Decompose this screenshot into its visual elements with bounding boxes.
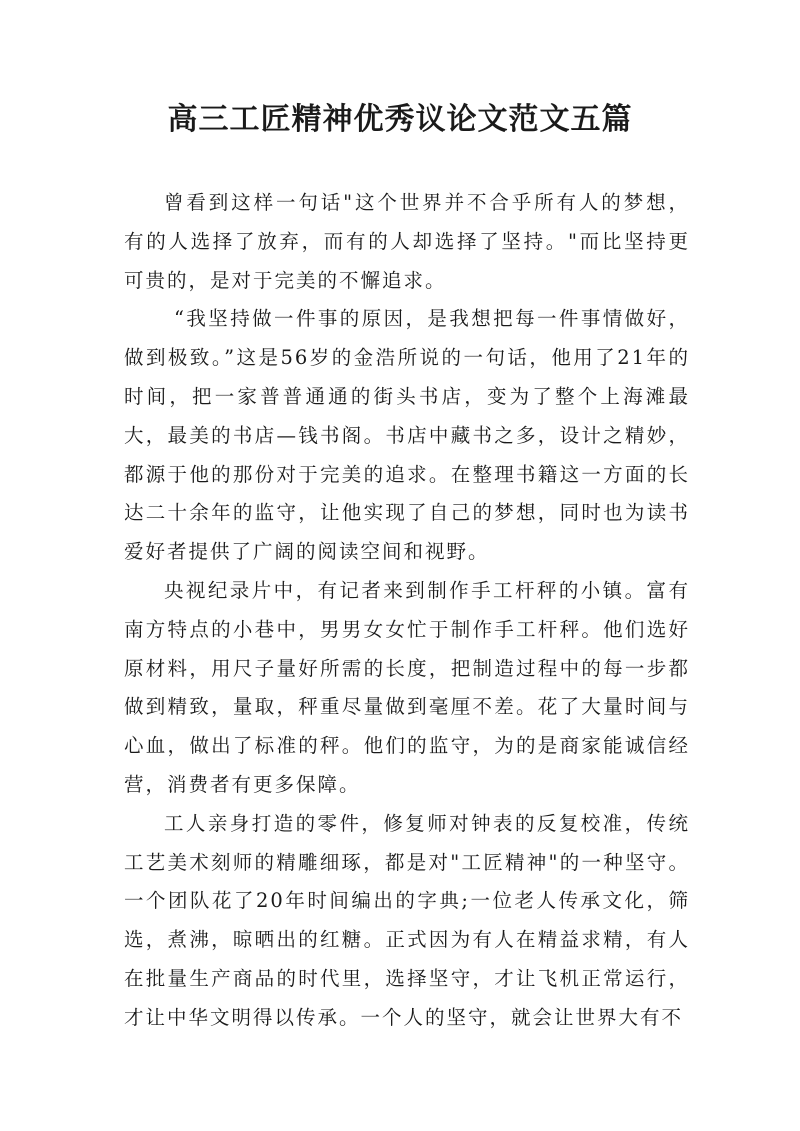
document-title: 高三工匠精神优秀议论文范文五篇: [167, 102, 633, 137]
paragraph-1: 曾看到这样一句话"这个世界并不合乎所有人的梦想，有的人选择了放弃，而有的人却选择了坚持。"而比坚持更可贵的，是对于完美的不懈追求。: [124, 191, 690, 292]
paragraph-4: 工人亲身打造的零件，修复师对钟表的反复校准，传统工艺美术刻师的精雕细琢，都是对"工匠精神"的一种坚守。一个团队花了20年时间编出的字典;一位老人传承文化，筛选，煮沸，晾晒出的红糖。正式因为有人在精益求精，有人在批量生产商品的时代里，选择坚守，才让飞机正常运行，才让中华文明得以传承。一个人的坚守，就会让世界大有不: [124, 811, 690, 1029]
document-body: [124, 184, 690, 1038]
paragraph-2: “我坚持做一件事的原因，是我想把每一件事情做好，做到极致。”这是56岁的金浩所说的一句话，他用了21年的时间，把一家普普通通的街头书店，变为了整个上海滩最大，最美的书店—钱书阁。书店中藏书之多，设计之精妙，都源于他的那份对于完美的追求。在整理书籍这一方面的长达二十余年的监守，让他实现了自己的梦想，同时也为读书爱好者提供了广阔的阅读空间和视野。: [124, 307, 690, 564]
paragraph-3: 央视纪录片中，有记者来到制作手工杆秤的小镇。富有南方特点的小巷中，男男女女忙于制作手工杆秤。他们选好原材料，用尺子量好所需的长度，把制造过程中的每一步都做到精致，量取，秤重尽量做到毫厘不差。花了大量时间与心血，做出了标准的秤。他们的监守，为的是商家能诚信经营，消费者有更多保障。: [124, 578, 690, 796]
